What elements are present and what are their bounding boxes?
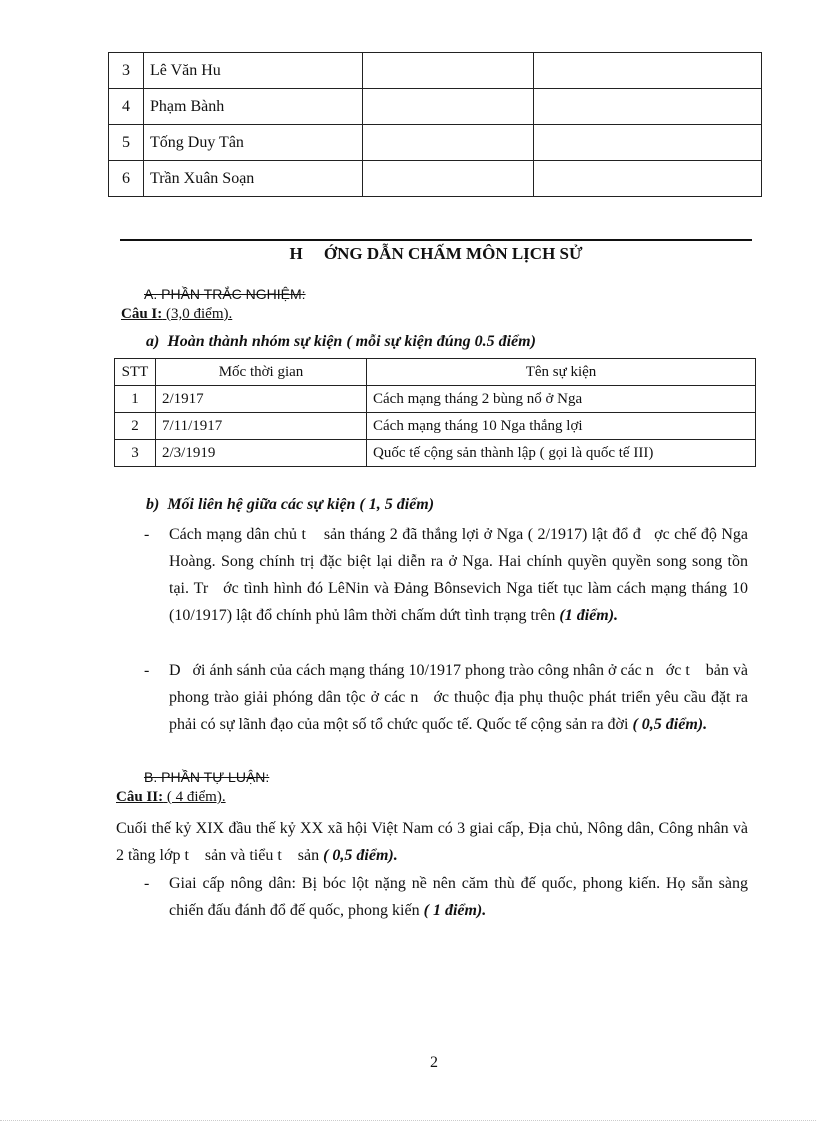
student-name: Tống Duy Tân [144, 125, 363, 161]
section-a-heading [144, 286, 306, 302]
page-title: H ỚNG DẪN CHẤM MÔN LỊCH SỬ [289, 244, 583, 263]
bullet-dash: - [144, 526, 150, 543]
row-number: 4 [109, 89, 144, 125]
bullet-text [169, 521, 752, 629]
event-stt: 1 [115, 386, 156, 413]
bullet-text [169, 870, 748, 924]
part-b-title: b) Mối liên hệ giữa các sự kiện ( 1, 5 điểm) [146, 496, 435, 513]
horizontal-rule [120, 239, 752, 241]
question-1-title: Câu I: [121, 306, 163, 322]
empty-cell [534, 89, 762, 125]
column-header: Mốc thời gian [156, 359, 367, 386]
event-date: 2/1917 [156, 386, 367, 413]
empty-cell [534, 53, 762, 89]
question-1-score: (3,0 điểm). [162, 306, 233, 322]
bullet-dash: - [144, 662, 150, 679]
empty-cell [363, 89, 534, 125]
table-row [109, 161, 762, 197]
paragraph-score: ( 0,5 điểm). [323, 847, 398, 864]
empty-cell [534, 125, 762, 161]
empty-cell [363, 53, 534, 89]
bullet-text [169, 657, 752, 738]
table-row [115, 440, 756, 467]
empty-cell [363, 161, 534, 197]
question-2-score: ( 4 điểm). [163, 789, 226, 805]
list-item [144, 521, 752, 629]
student-name: Phạm Bành [144, 89, 363, 125]
bullet-body: Giai cấp nông dân: Bị bóc lột nặng nề nên căm thù đế quốc, phong kiến. Họ sẵn sàng chiến đấu đánh đổ đế quốc, phong kiến [169, 875, 748, 919]
bullet-body: Cách mạng dân chủ t sản tháng 2 đã thắng lợi ở Nga ( 2/1917) lật đổ đ ợc chế độ Nga Hoàng. Song chính trị đặc biệt lại diễn ra ở Nga. Hai chính quyền quyền song song tồn tại. Tr ớc tình hình đó LêNin và Đảng Bônsevich Nga tiết tục làm cách mạng tháng 10 (10/1917) lật đổ chính phủ lâm thời chấm dứt tình trạng trên [169, 526, 752, 624]
event-name: Cách mạng tháng 10 Nga thắng lợi [367, 413, 756, 440]
bullet-dash: - [144, 875, 150, 892]
student-name: Trần Xuân Soạn [144, 161, 363, 197]
event-stt: 2 [115, 413, 156, 440]
page-bottom-border [0, 1120, 816, 1121]
events-table [114, 358, 756, 467]
list-item [144, 657, 752, 738]
table-row [109, 89, 762, 125]
student-name: Lê Văn Hu [144, 53, 363, 89]
event-date: 7/11/1917 [156, 413, 367, 440]
empty-cell [363, 125, 534, 161]
section-b-heading-text: B. PHẦN TỰ LUẬN: [144, 769, 270, 785]
row-number: 5 [109, 125, 144, 161]
section-a-heading-text: A. PHẦN TRẮC NGHIỆM: [144, 286, 306, 302]
section-b-heading [144, 769, 269, 785]
table-header-row [115, 359, 756, 386]
event-name: Cách mạng tháng 2 bùng nổ ở Nga [367, 386, 756, 413]
event-stt: 3 [115, 440, 156, 467]
paragraph [116, 815, 752, 869]
row-number: 6 [109, 161, 144, 197]
bullet-score: (1 điểm). [559, 607, 619, 624]
table-row [109, 125, 762, 161]
event-name: Quốc tế cộng sản thành lập ( gọi là quốc tế III) [367, 440, 756, 467]
table-row [109, 53, 762, 89]
row-number: 3 [109, 53, 144, 89]
page-number: 2 [430, 1054, 438, 1071]
question-2-title: Câu II: [116, 789, 164, 805]
bullet-body: D ới ánh sánh của cách mạng tháng 10/1917 phong trào công nhân ở các n ớc t bản và phong trào giải phóng dân tộc ở các n ớc thuộc địa phụ thuộc phát triển yêu cầu đặt ra phải có sự lãnh đạo của một số tổ chức quốc tế. Quốc tế cộng sản ra đời [169, 662, 752, 733]
list-item [144, 870, 748, 924]
bullet-score: ( 1 điểm). [423, 902, 487, 919]
bullet-score: ( 0,5 điểm). [632, 716, 708, 733]
question-2-label [116, 789, 226, 806]
column-header: Tên sự kiện [367, 359, 756, 386]
question-1-label [121, 306, 232, 323]
table-row [115, 413, 756, 440]
event-date: 2/3/1919 [156, 440, 367, 467]
table-row [115, 386, 756, 413]
column-header: STT [115, 359, 156, 386]
empty-cell [534, 161, 762, 197]
part-a-title: a) Hoàn thành nhóm sự kiện ( mỗi sự kiện đúng 0.5 điểm) [146, 333, 536, 350]
student-table [108, 52, 762, 197]
paragraph-body: Cuối thế kỷ XIX đầu thế kỷ XX xã hội Việt Nam có 3 giai cấp, Địa chủ, Nông dân, Công nhân và 2 tầng lớp t sản và tiểu t sản [116, 820, 752, 864]
